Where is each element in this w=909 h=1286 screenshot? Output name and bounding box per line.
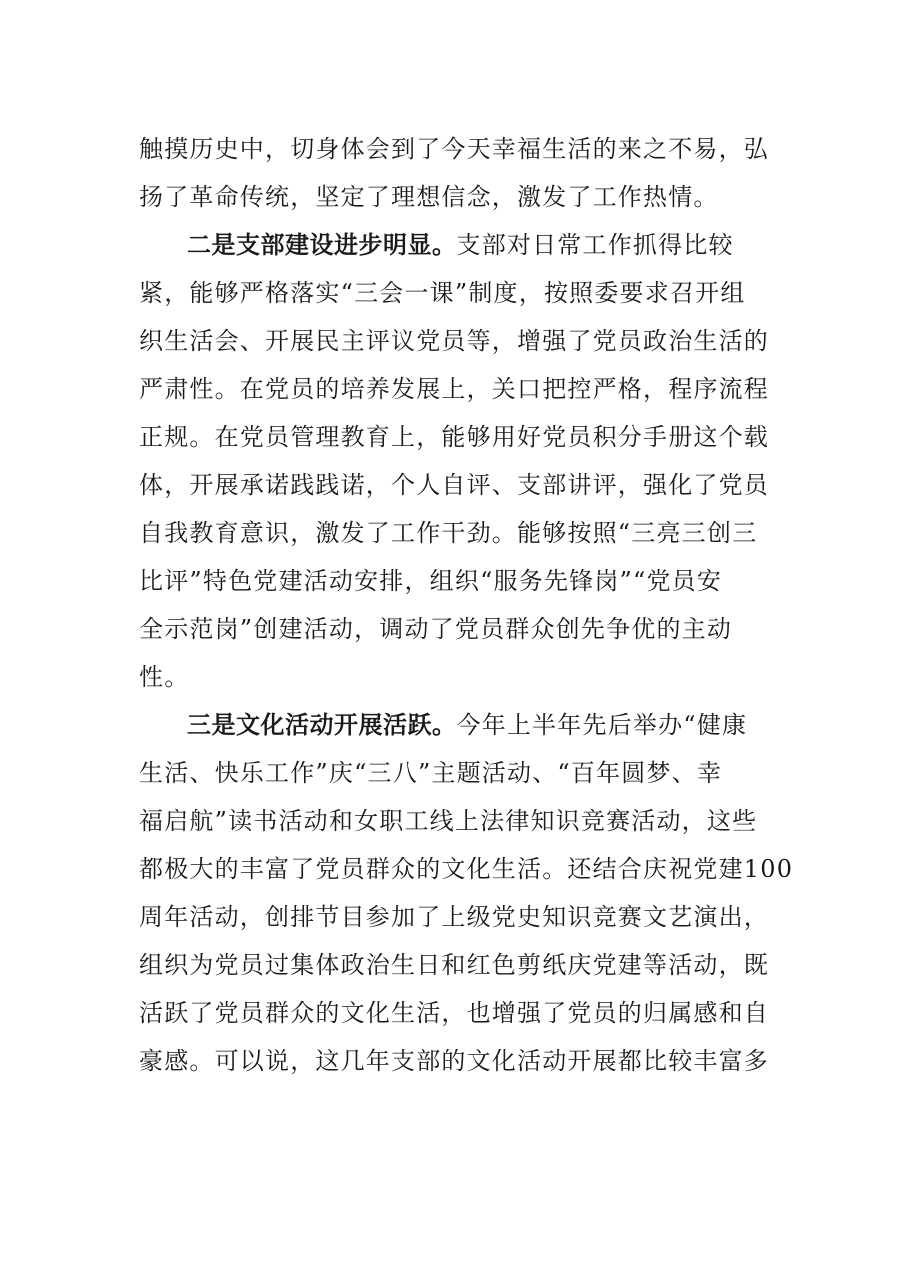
- paragraph-first-line: [139, 221, 789, 269]
- text-line: 全示范岗”创建活动，调动了党员群众创先争优的主动: [139, 615, 733, 643]
- text-line: 自我教育意识，激发了工作干劲。能够按照“三亮三创三: [139, 519, 758, 547]
- paragraph-first-line-text: 支部对日常工作抓得比较: [456, 231, 734, 259]
- text-line: 组织为党员过集体政治生日和红色剪纸庆党建等活动，既: [139, 951, 769, 979]
- text-line: 周年活动，创排节目参加了上级党史知识竞赛文艺演出，: [139, 903, 769, 931]
- text-line: 严肃性。在党员的培养发展上，关口把控严格，程序流程: [139, 375, 769, 403]
- text-line: 都极大的丰富了党员群众的文化生活。还结合庆祝党建100: [139, 855, 794, 883]
- paragraph-first-line: [139, 701, 789, 749]
- text-line: 织生活会、开展民主评议党员等，增强了党员政治生活的: [139, 327, 769, 355]
- document-body: [139, 125, 794, 1085]
- paragraph-2: [139, 221, 789, 701]
- paragraph-lead-heading: 二是支部建设进步明显。: [187, 231, 457, 259]
- text-line: 体，开展承诺践践诺，个人自评、支部讲评，强化了党员: [139, 471, 769, 499]
- text-line: 福启航”读书活动和女职工线上法律知识竞赛活动，这些: [139, 807, 758, 835]
- text-line: 生活、快乐工作”庆“三八”主题活动、“百年圆梦、幸: [139, 759, 723, 787]
- text-line: 活跃了党员群众的文化生活，也增强了党员的归属感和自: [139, 999, 769, 1027]
- text-line: 扬了革命传统，坚定了理想信念，激发了工作热情。: [139, 183, 719, 211]
- paragraph-3: [139, 701, 794, 1085]
- text-line: 正规。在党员管理教育上，能够用好党员积分手册这个载: [139, 423, 769, 451]
- paragraph-lead-heading: 三是文化活动开展活跃。: [187, 711, 457, 739]
- paragraph-1: [139, 125, 789, 221]
- paragraph-first-line-text: 今年上半年先后举办“健康: [456, 711, 748, 739]
- text-line: 紧，能够严格落实“三会一课”制度，按照委要求召开组: [139, 279, 746, 307]
- text-line: 比评”特色党建活动安排，组织“服务先锋岗”“党员安: [139, 567, 723, 595]
- text-line: 豪感。可以说，这几年支部的文化活动开展都比较丰富多: [139, 1047, 769, 1075]
- text-line: 触摸历史中，切身体会到了今天幸福生活的来之不易，弘: [139, 135, 769, 163]
- text-line: 性。: [139, 663, 190, 691]
